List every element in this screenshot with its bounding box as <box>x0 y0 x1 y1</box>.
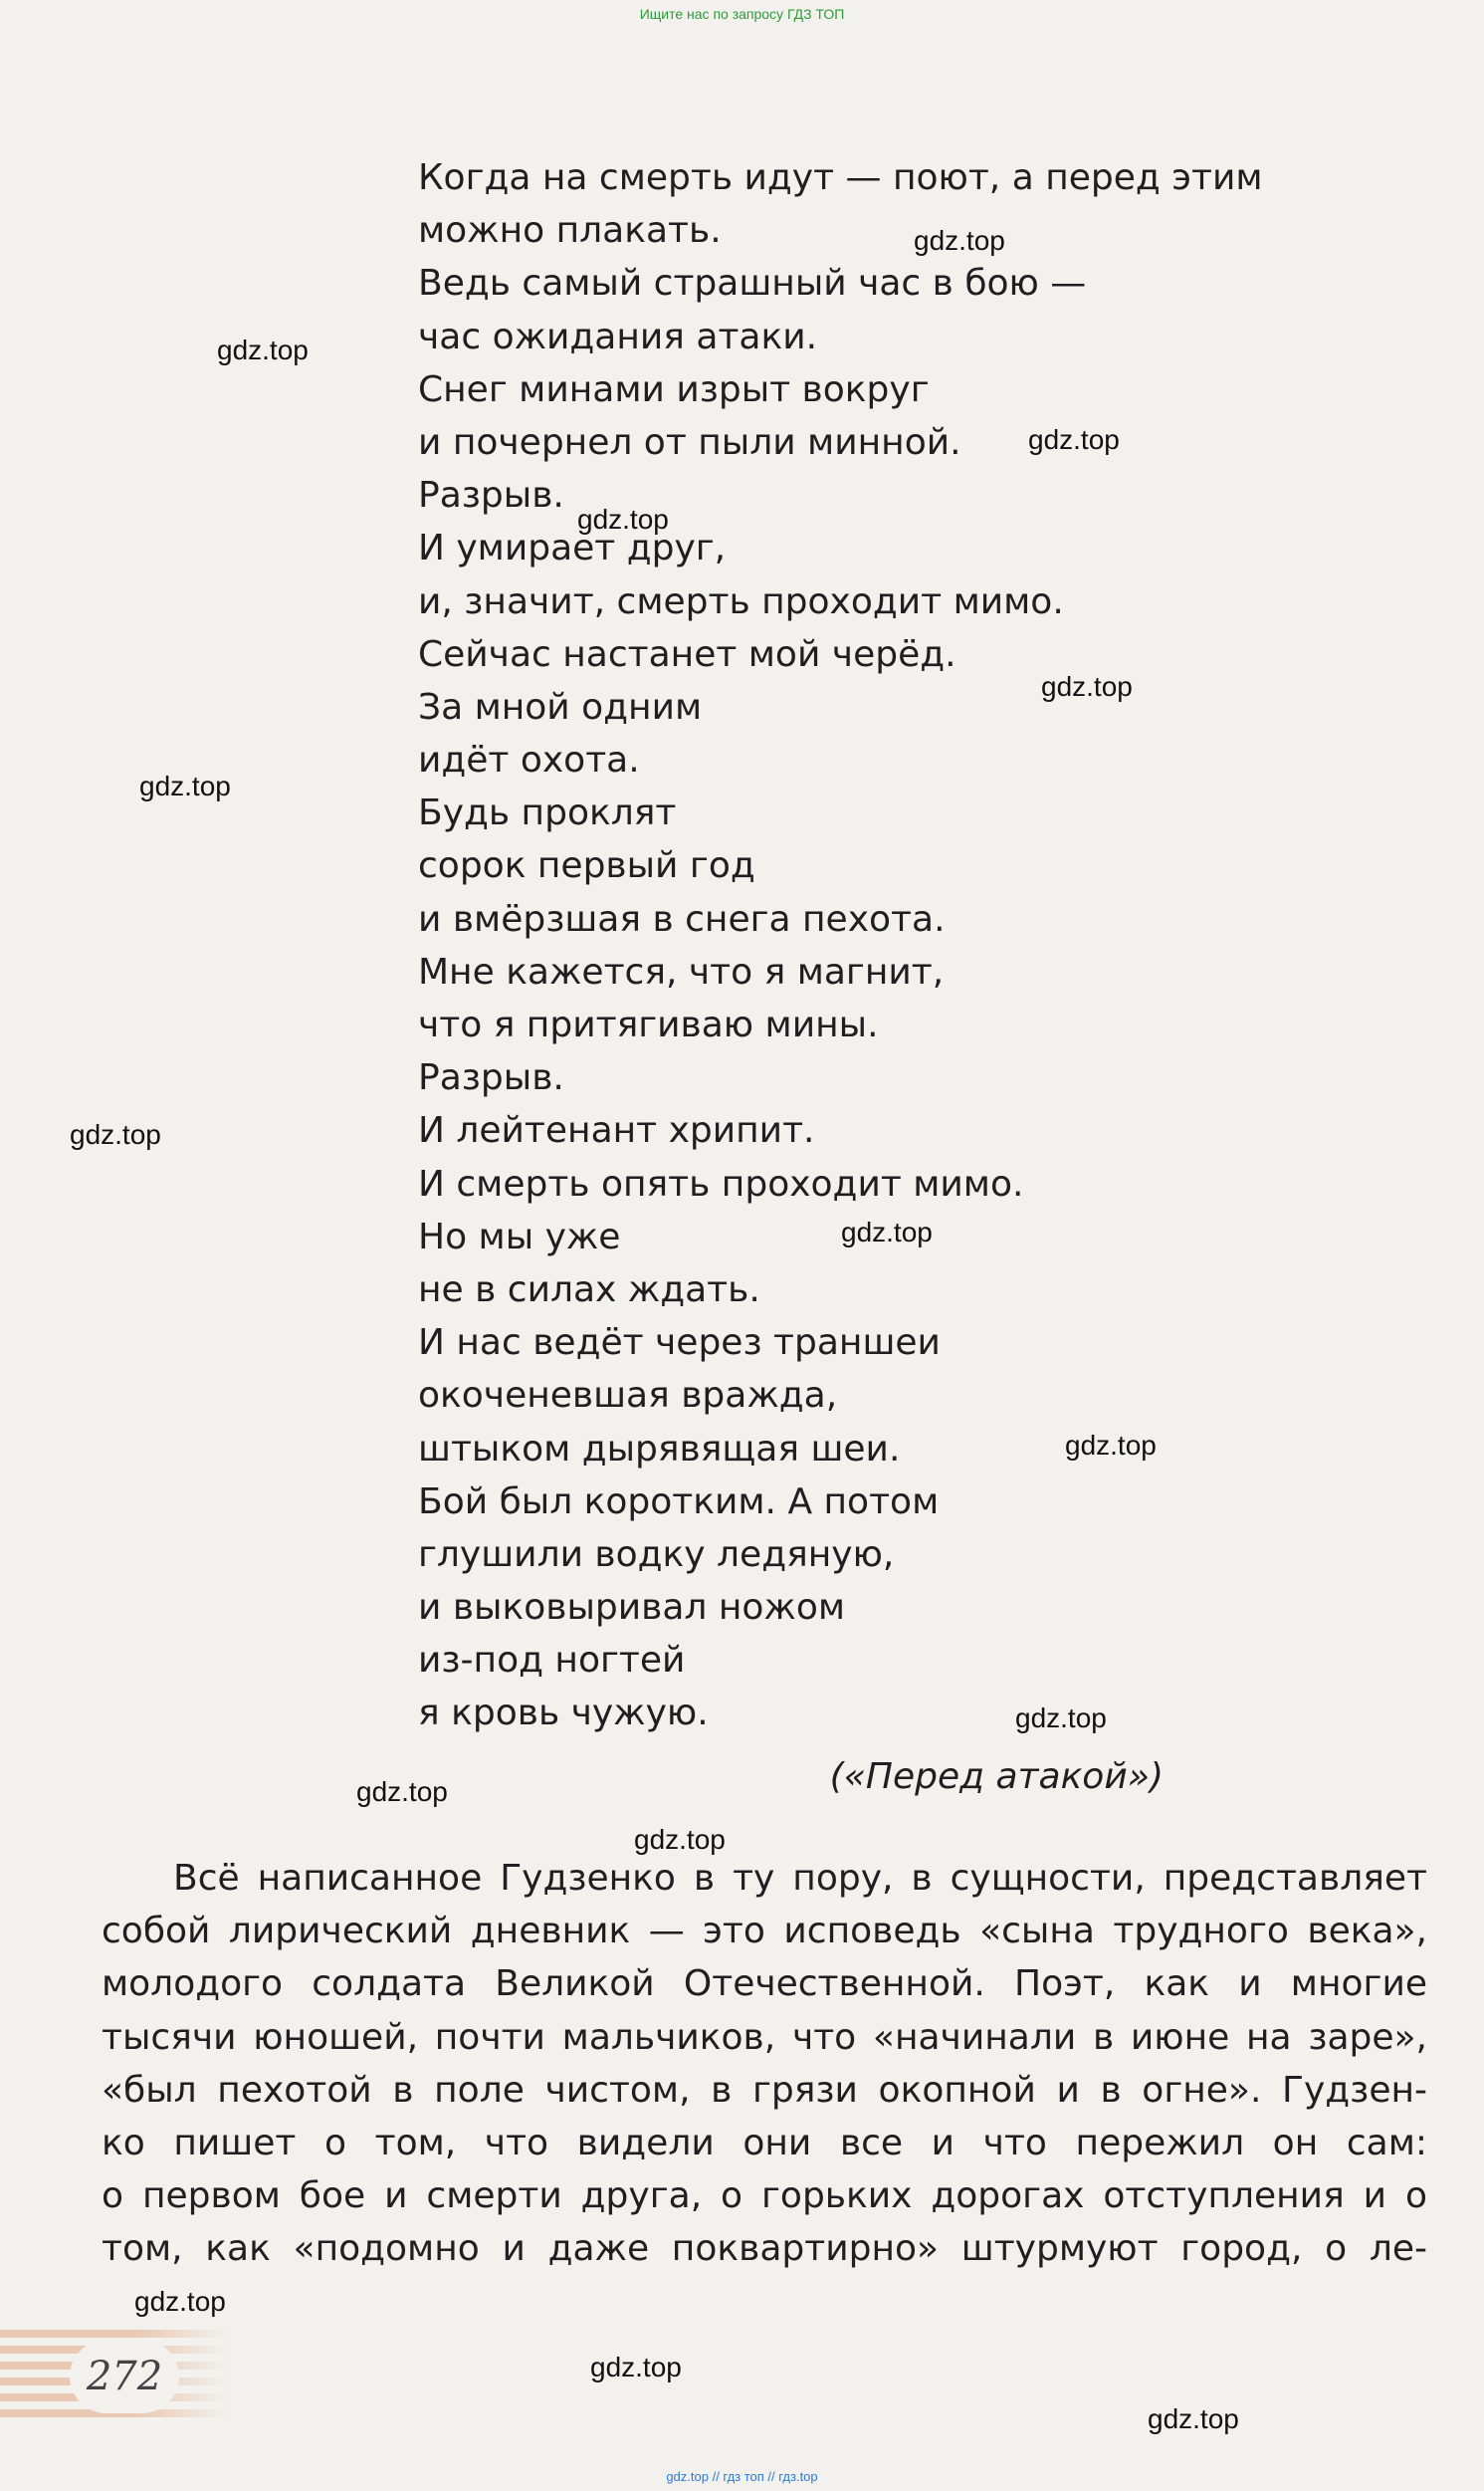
watermark: gdz.top <box>914 225 1005 256</box>
poem-line: Разрыв. <box>418 1057 564 1099</box>
poem <box>418 151 1263 1740</box>
watermark: gdz.top <box>634 1824 726 1855</box>
paragraph-line: молодого солдата Великой Отечественной. Поэт, как и многие <box>102 1963 1427 2005</box>
poem-line: окоченевшая вражда, <box>418 1375 838 1417</box>
paragraph-line: тысячи юношей, почти мальчиков, что «начинали в июне на заре», <box>102 2016 1427 2058</box>
poem-line: час ожидания атаки. <box>418 316 818 357</box>
watermark: gdz.top <box>1148 2403 1239 2434</box>
watermark: gdz.top <box>841 1217 933 1247</box>
poem-line: и, значит, смерть проходит мимо. <box>418 580 1064 622</box>
poem-line: И нас ведёт через траншеи <box>418 1322 941 1364</box>
poem-line: глушили водку ледяную, <box>418 1533 895 1575</box>
poem-line: Когда на смерть идут — поют, а перед этим <box>418 157 1263 198</box>
paragraph-line: том, как «подомно и даже поквартирно» штурмуют город, о ле- <box>102 2228 1427 2270</box>
poem-line: Разрыв. <box>418 475 564 517</box>
watermark: gdz.top <box>139 771 231 801</box>
page-number: 272 <box>70 2340 179 2413</box>
poem-line: не в силах ждать. <box>418 1268 760 1310</box>
watermark: gdz.top <box>134 2286 226 2317</box>
watermark: gdz.top <box>70 1119 161 1150</box>
poem-line: и почернел от пыли минной. <box>418 421 961 463</box>
watermark: gdz.top <box>1041 671 1133 702</box>
paragraph-line: ко пишет о том, что видели они все и что пережил он сам: <box>102 2122 1427 2163</box>
poem-line: из-под ногтей <box>418 1640 686 1682</box>
top-banner: Ищите нас по запросу ГДЗ ТОП <box>639 6 845 22</box>
watermark: gdz.top <box>1065 1430 1157 1461</box>
body-paragraph <box>102 1852 1427 2276</box>
paragraph-line: Всё написанное Гудзенко в ту пору, в сущности, представляет <box>173 1858 1427 1899</box>
bottom-banner: gdz.top // гдз топ // гдз.top <box>666 2469 818 2484</box>
poem-line: Мне кажется, что я магнит, <box>418 951 945 993</box>
poem-line: И умирает друг, <box>418 528 727 569</box>
poem-line: Сейчас настанет мой черёд. <box>418 633 956 675</box>
poem-line: и выковыривал ножом <box>418 1587 846 1629</box>
poem-line: идёт охота. <box>418 740 640 782</box>
poem-line: Бой был коротким. А потом <box>418 1480 940 1522</box>
poem-line: Но мы уже <box>418 1216 621 1257</box>
watermark: gdz.top <box>356 1776 448 1807</box>
poem-line: я кровь чужую. <box>418 1693 709 1734</box>
watermark: gdz.top <box>577 504 669 535</box>
watermark: gdz.top <box>590 2352 682 2382</box>
poem-line: Ведь самый страшный час в бою — <box>418 263 1087 305</box>
poem-line: что я притягиваю мины. <box>418 1005 879 1045</box>
poem-line: штыком дырявящая шеи. <box>418 1428 901 1470</box>
poem-line: сорок первый год <box>418 845 755 887</box>
watermark: gdz.top <box>1015 1702 1107 1733</box>
watermark: gdz.top <box>1028 424 1120 455</box>
poem-line: За мной одним <box>418 686 703 728</box>
poem-line: можно плакать. <box>418 210 722 252</box>
watermark: gdz.top <box>217 335 309 365</box>
poem-line: И смерть опять проходит мимо. <box>418 1163 1024 1205</box>
paragraph-line: собой лирический дневник — это исповедь «сына трудного века», <box>102 1911 1427 1952</box>
paragraph-line: о первом бое и смерти друга, о горьких дорогах отступления и о <box>102 2175 1427 2217</box>
poem-line: Снег минами изрыт вокруг <box>418 368 930 410</box>
poem-line: и вмёрзшая в снега пехота. <box>418 898 946 940</box>
poem-attribution: («Перед атакой») <box>829 1756 1164 1797</box>
paragraph-line: «был пехотой в поле чистом, в грязи окопной и в огне». Гудзен- <box>102 2069 1427 2111</box>
poem-line: И лейтенант хрипит. <box>418 1110 815 1152</box>
poem-line: Будь проклят <box>418 793 677 834</box>
